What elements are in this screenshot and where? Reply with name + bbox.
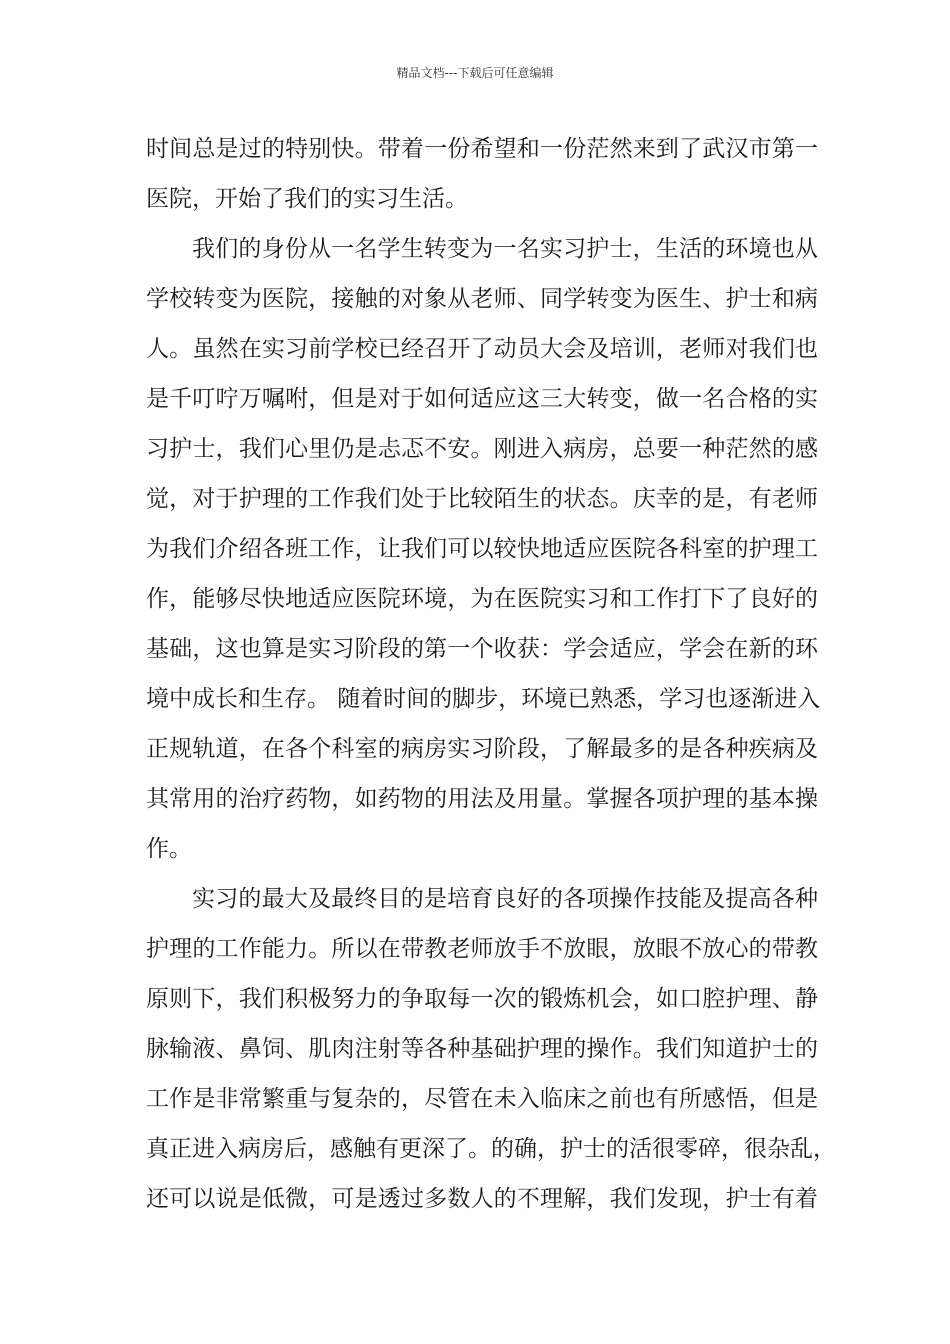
text-line: 其常用的治疗药物，如药物的用法及用量。掌握各项护理的基本操 (146, 786, 818, 812)
text-line: 脉输液、鼻饲、肌肉注射等各种基础护理的操作。我们知道护士的 (146, 1036, 818, 1062)
text-line: 是千叮咛万嘱咐，但是对于如何适应这三大转变，做一名合格的实 (146, 386, 818, 412)
text-line: 我们的身份从一名学生转变为一名实习护士，生活的环境也从 (192, 236, 818, 262)
text-line: 医院，开始了我们的实习生活。 (146, 186, 468, 212)
text-line: 正规轨道，在各个科室的病房实习阶段，了解最多的是各种疾病及 (146, 736, 818, 762)
text-line: 实习的最大及最终目的是培育良好的各项操作技能及提高各种 (192, 886, 818, 912)
paragraph-3 (146, 874, 836, 1224)
text-line: 基础，这也算是实习阶段的第一个收获：学会适应，学会在新的环 (146, 636, 818, 662)
text-line: 作，能够尽快地适应医院环境，为在医院实习和工作打下了良好的 (146, 586, 818, 612)
text-line: 学校转变为医院，接触的对象从老师、同学转变为医生、护士和病 (146, 286, 818, 312)
text-line: 还可以说是低微，可是透过多数人的不理解，我们发现，护士有着 (146, 1186, 818, 1212)
text-line: 境中成长和生存。 随着时间的脚步，环境已熟悉，学习也逐渐进入 (146, 686, 821, 712)
paragraph-2 (146, 224, 821, 874)
text-line: 习护士，我们心里仍是忐忑不安。刚进入病房，总要一种茫然的感 (146, 436, 818, 462)
text-line: 人。虽然在实习前学校已经召开了动员大会及培训，老师对我们也 (146, 336, 818, 362)
document-body (146, 124, 836, 1224)
text-line: 工作是非常繁重与复杂的，尽管在未入临床之前也有所感悟，但是 (146, 1086, 818, 1112)
text-line: 为我们介绍各班工作，让我们可以较快地适应医院各科室的护理工 (146, 536, 818, 562)
text-line: 真正进入病房后，感触有更深了。的确，护士的活很零碎，很杂乱， (146, 1136, 836, 1162)
text-line: 作。 (146, 836, 192, 862)
text-line: 护理的工作能力。所以在带教老师放手不放眼，放眼不放心的带教 (146, 936, 818, 962)
paragraph-1 (146, 124, 818, 224)
text-line: 原则下，我们积极努力的争取每一次的锻炼机会，如口腔护理、静 (146, 986, 818, 1012)
page-header: 精品文档---下载后可任意编辑 (396, 66, 554, 80)
text-line: 觉，对于护理的工作我们处于比较陌生的状态。庆幸的是，有老师 (146, 486, 818, 512)
text-line: 时间总是过的特别快。带着一份希望和一份茫然来到了武汉市第一 (146, 136, 818, 162)
